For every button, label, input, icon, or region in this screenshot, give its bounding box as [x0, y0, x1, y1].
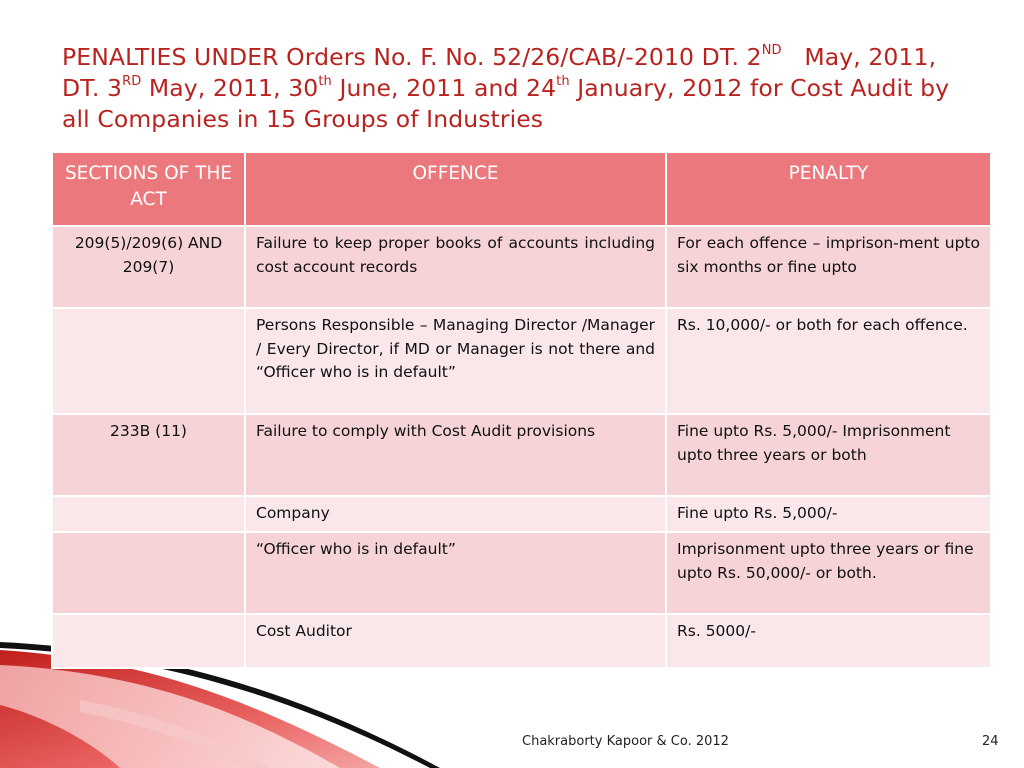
table-row: [52, 226, 991, 308]
title-part-5: January, 2012 for Cost Audit by all Companies in 15 Groups of Industries: [62, 74, 950, 133]
header-sections: SECTIONS OF THE ACT: [52, 152, 245, 226]
table-row: [52, 414, 991, 496]
penalties-table-container: [51, 151, 990, 669]
table-row: [52, 308, 991, 414]
table-row: [52, 614, 991, 668]
title-part-3: May, 2011, 30: [141, 74, 319, 102]
cell-penalty: Rs. 10,000/- or both for each offence.: [666, 308, 991, 414]
title-sup-th-2: th: [556, 74, 570, 90]
title-part-4: June, 2011 and 24: [331, 74, 557, 102]
cell-penalty: Rs. 5000/-: [666, 614, 991, 668]
header-offence: OFFENCE: [245, 152, 666, 226]
cell-section: [52, 496, 245, 532]
cell-penalty: Imprisonment upto three years or fine upto Rs. 50,000/- or both.: [666, 532, 991, 614]
cell-section: [52, 308, 245, 414]
cell-penalty: Fine upto Rs. 5,000/- Imprisonment upto three years or both: [666, 414, 991, 496]
cell-offence: Cost Auditor: [245, 614, 666, 668]
title-sup-th-1: th: [318, 74, 332, 90]
footer-page-number: 24: [982, 734, 999, 749]
table-header-row: [52, 152, 991, 226]
cell-offence: Persons Responsible – Managing Director /Manager / Every Director, if MD or Manager is not there and “Officer who is in default”: [245, 308, 666, 414]
header-penalty: PENALTY: [666, 152, 991, 226]
cell-section: [52, 614, 245, 668]
slide-title: [62, 42, 962, 135]
footer-firm-name: Chakraborty Kapoor & Co. 2012: [522, 734, 729, 749]
table-row: [52, 496, 991, 532]
cell-penalty: For each offence – imprison-ment upto six months or fine upto: [666, 226, 991, 308]
cell-section: [52, 532, 245, 614]
title-part-1: PENALTIES UNDER Orders No. F. No. 52/26/CAB/-2010 DT. 2: [62, 43, 762, 71]
title-sup-nd: ND: [761, 43, 782, 59]
table-row: [52, 532, 991, 614]
title-sup-rd: RD: [122, 74, 142, 90]
penalties-table: [51, 151, 992, 669]
title-part-2: May, 2011, DT. 3: [62, 43, 937, 102]
cell-section: 233B (11): [52, 414, 245, 496]
cell-offence: Company: [245, 496, 666, 532]
cell-penalty: Fine upto Rs. 5,000/-: [666, 496, 991, 532]
cell-section: 209(5)/209(6) AND 209(7): [52, 226, 245, 308]
cell-offence: “Officer who is in default”: [245, 532, 666, 614]
cell-offence: Failure to comply with Cost Audit provisions: [245, 414, 666, 496]
cell-offence: Failure to keep proper books of accounts including cost account records: [245, 226, 666, 308]
